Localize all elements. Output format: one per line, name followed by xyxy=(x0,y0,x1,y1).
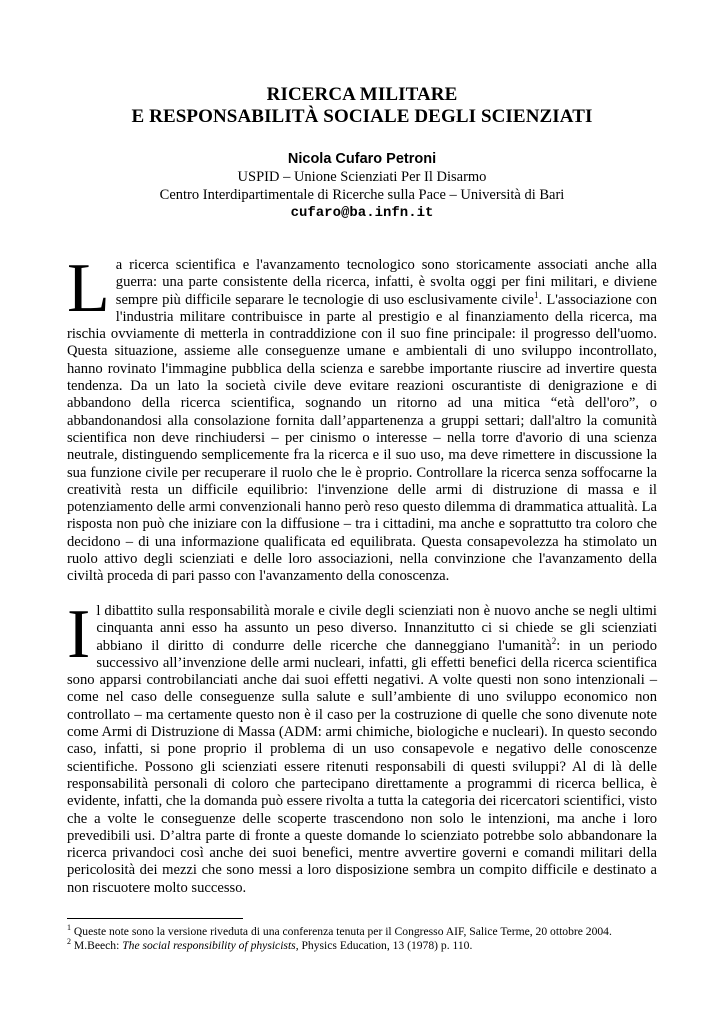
footnote-2-number: 2 xyxy=(67,937,71,947)
body-paragraph-2 xyxy=(67,596,657,897)
title-line-2: E RESPONSABILITÀ SOCIALE DEGLI SCIENZIATI xyxy=(131,106,593,127)
footnote-1 xyxy=(67,925,667,939)
author-email: cufaro@ba.infn.it xyxy=(290,205,434,221)
footnote-1-number: 1 xyxy=(67,923,71,933)
paragraph-1-text-a: a ricerca scientifica e l'avanzamento tecnologico sono storicamente associati anche alla guerra: una parte consistente della ricerca, infatti, è svolta oggi per fini militari, e diviene sempre più difficile separare le tecnologie di uso esclusivamente civile xyxy=(115,257,657,308)
author-name: Nicola Cufaro Petroni xyxy=(287,151,437,167)
footnote-2 xyxy=(67,939,667,953)
footnote-ref-1: 1 xyxy=(533,289,539,300)
author-affiliation-2: Centro Interdipartimentale di Ricerche sulla Pace – Università di Bari xyxy=(159,187,565,203)
footnote-2-cited-title: The social responsibility of physicists xyxy=(122,939,296,952)
drop-cap-i: I xyxy=(67,596,91,673)
footnotes xyxy=(67,925,667,953)
footnote-2-text-a: M.Beech: xyxy=(71,939,123,952)
document-title xyxy=(67,84,657,128)
title-line-1: RICERCA MILITARE xyxy=(266,84,458,105)
drop-cap-l: L xyxy=(67,250,110,327)
paragraph-2-text-a: l dibattito sulla responsabilità morale e civile degli scienziati non è nuovo anche se negli ultimi cinquanta anni esso ha assunto un peso diverso. Innanzitutto ci si chiede se gli scienziati abbiano il diritto di condurre delle ricerche che danneggiano l'umanità xyxy=(96,603,657,654)
footnote-2-text-b: , Physics Education, 13 (1978) p. 110. xyxy=(295,939,473,952)
footnote-1-text: Queste note sono la versione riveduta di una conferenza tenuta per il Congresso AIF, Salice Terme, 20 ottobre 2004. xyxy=(71,925,612,938)
author-affiliation-1: USPID – Unione Scienziati Per Il Disarmo xyxy=(237,169,487,185)
body-paragraph-1 xyxy=(67,250,658,586)
author-block xyxy=(67,150,657,222)
paragraph-1-text-b: . L'associazione con l'industria militare contribuisce in parte al prestigio e al finanziamento della ricerca, ma rischia ovviamente di metterla in contraddizione con il suo fine principale: il progresso dell'uomo. Questa situazione, assieme alle conseguenze umane e ambientali di uno sviluppo incontrollato, hanno rovinato l'immagine pubblica della scienza e sarebbe importante riuscire ad invertire questa tendenza. Da un lato la società civile deve evitare reazioni oscurantiste di denigrazione e di abbandono della ricerca scientifica, sognando un ritorno ad una mitica “età dell'oro”, o abbandonandosi alla consolazione fornita dall’appartenenza a gruppi settari; dall'altro la comunità scientifica non deve rinchiudersi – per cinismo o interesse – nella torre d'avorio di una scienza neutrale, distinguendo semplicemente fra la ricerca e il suo uso, ma deve rimettere in discussione la sua funzione civile per recuperare il ruolo che le è proprio. Controllare la ricerca senza soffocarne la creatività resta un difficile equilibrio: l'invenzione delle armi di distruzione di massa e il potenziamento delle armi convenzionali hanno però reso questo dilemma di drammatica attualità. La risposta non può che iniziare con la diffusione – tra i cittadini, ma anche e soprattutto tra coloro che decidono – di una informazione qualificata ed equilibrata. Questa consapevolezza ha stimolato un ruolo attivo degli scienziati e delle loro associazioni, nella convinzione che l'avanzamento della civiltà proceda di pari passo con l'avanzamento della conoscenza. xyxy=(67,291,658,585)
footnote-separator xyxy=(67,918,243,919)
paragraph-2-text-b: : in un periodo successivo all’invenzione delle armi nucleari, infatti, gli effetti benefici della ricerca scientifica sono apparsi controbilanciati anche dai suoi effetti negativi. A volte questi non sono intenzionali – come nel caso delle conseguenze sulla salute e sull’ambiente di uno sviluppo economico non controllato – ma certamente questo non è il caso per la costruzione di quelle che sono divenute note come Armi di Distruzione di Massa (ADM: armi chimiche, biologiche e nucleari). In questo secondo caso, infatti, si pone proprio il problema di un uso consapevole e negativo delle conoscenze scientifiche. Possono gli scienziati essere ritenuti responsabili di questi sviluppi? Al di là delle responsabilità personali di coloro che partecipano direttamente a programmi di ricerca bellica, è evidente, infatti, che la domanda può essere rivolta a tutta la categoria dei ricercatori scientifici, visto che a volte le conseguenze delle scoperte trascendono non solo le intenzioni, ma anche i loro prevedibili usi. D’altra parte di fronte a queste domande lo scienziato potrebbe solo abbandonare la ricerca privandoci così anche dei suoi benefici, mentre avvertire governi e comandi militari della pericolosità dei mezzi che sono messi a loro disposizione sembra un compito difficile e destinato a non riscuotere molto successo. xyxy=(67,637,657,896)
footnote-ref-2: 2 xyxy=(551,635,557,646)
document-page xyxy=(67,0,657,1024)
